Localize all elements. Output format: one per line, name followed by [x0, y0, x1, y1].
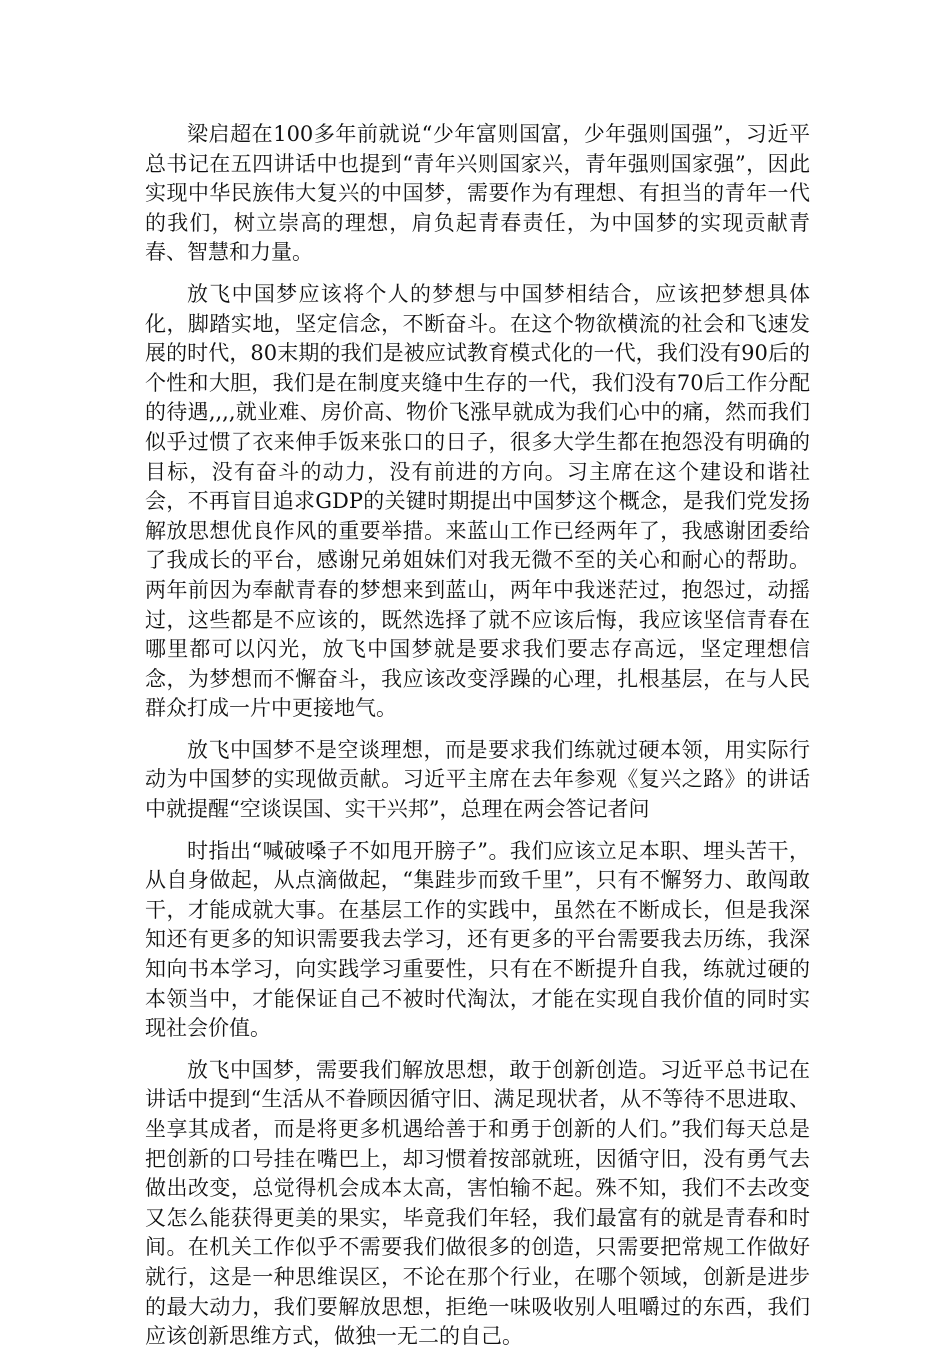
paragraph-1: 梁启超在100多年前就说“少年富则国富，少年强则国强”，习近平总书记在五四讲话中也提到“青年兴则国家兴，青年强则国家强”，因此实现中华民族伟大复兴的中国梦，需要作为有理想、有担当的青年一代的我们，树立崇高的理想，肩负起青春责任，为中国梦的实现贡献青春、智慧和力量。 [145, 122, 810, 265]
paragraph-5: 放飞中国梦，需要我们解放思想，敢于创新创造。习近平总书记在讲话中提到“生活从不眷顾因循守旧、满足现状者，从不等待不思进取、坐享其成者，而是将更多机遇给善于和勇于创新的人们。”我们每天总是把创新的口号挂在嘴巴上，却习惯着按部就班，因循守旧，没有勇气去做出改变，总觉得机会成本太高，害怕输不起。殊不知，我们不去改变又怎么能获得更美的果实，毕竟我们年轻，我们最富有的就是青春和时间。在机关工作似乎不需要我们做很多的创造，只需要把常规工作做好就行，这是一种思维误区，不论在那个行业，在哪个领域，创新是进步的最大动力，我们要解放思想，拒绝一味吸收别人咀嚼过的东西，我们应该创新思维方式，做独一无二的自己。 [145, 1057, 810, 1349]
paragraph-4: 时指出“喊破嗓子不如甩开膀子”。我们应该立足本职、埋头苦干，从自身做起，从点滴做起，“集跬步而致千里”，只有不懈努力、敢闯敢干，才能成就大事。在基层工作的实践中，虽然在不断成长，但是我深知还有更多的知识需要我去学习，还有更多的平台需要我去历练，我深知向书本学习，向实践学习重要性，只有在不断提升自我，练就过硬的本领当中，才能保证自己不被时代淘汰，才能在实现自我价值的同时实现社会价值。 [145, 838, 810, 1041]
paragraph-3: 放飞中国梦不是空谈理想，而是要求我们练就过硬本领，用实际行动为中国梦的实现做贡献。习近平主席在去年参观《复兴之路》的讲话中就提醒“空谈误国、实干兴邦”，总理在两会答记者问 [145, 737, 810, 822]
paragraph-2: 放飞中国梦应该将个人的梦想与中国梦相结合，应该把梦想具体化，脚踏实地，坚定信念，不断奋斗。在这个物欲横流的社会和飞速发展的时代，80末期的我们是被应试教育模式化的一代，我们没有90后的个性和大胆，我们是在制度夹缝中生存的一代，我们没有70后工作分配的待遇,,,,就业难、房价高、物价飞涨早就成为我们心中的痛，然而我们似乎过惯了衣来伸手饭来张口的日子，很多大学生都在抱怨没有明确的目标，没有奋斗的动力，没有前进的方向。习主席在这个建设和谐社会，不再盲目追求GDP的关键时期提出中国梦这个概念，是我们党发扬解放思想优良作风的重要举措。来蓝山工作已经两年了，我感谢团委给了我成长的平台，感谢兄弟姐妹们对我无微不至的关心和耐心的帮助。两年前因为奉献青春的梦想来到蓝山，两年中我迷茫过，抱怨过，动摇过，这些都是不应该的，既然选择了就不应该后悔，我应该坚信青春在哪里都可以闪光，放飞中国梦就是要求我们要志存高远，坚定理想信念，为梦想而不懈奋斗，我应该改变浮躁的心理，扎根基层，在与人民群众打成一片中更接地气。 [145, 281, 810, 721]
document-body [145, 120, 810, 1364]
